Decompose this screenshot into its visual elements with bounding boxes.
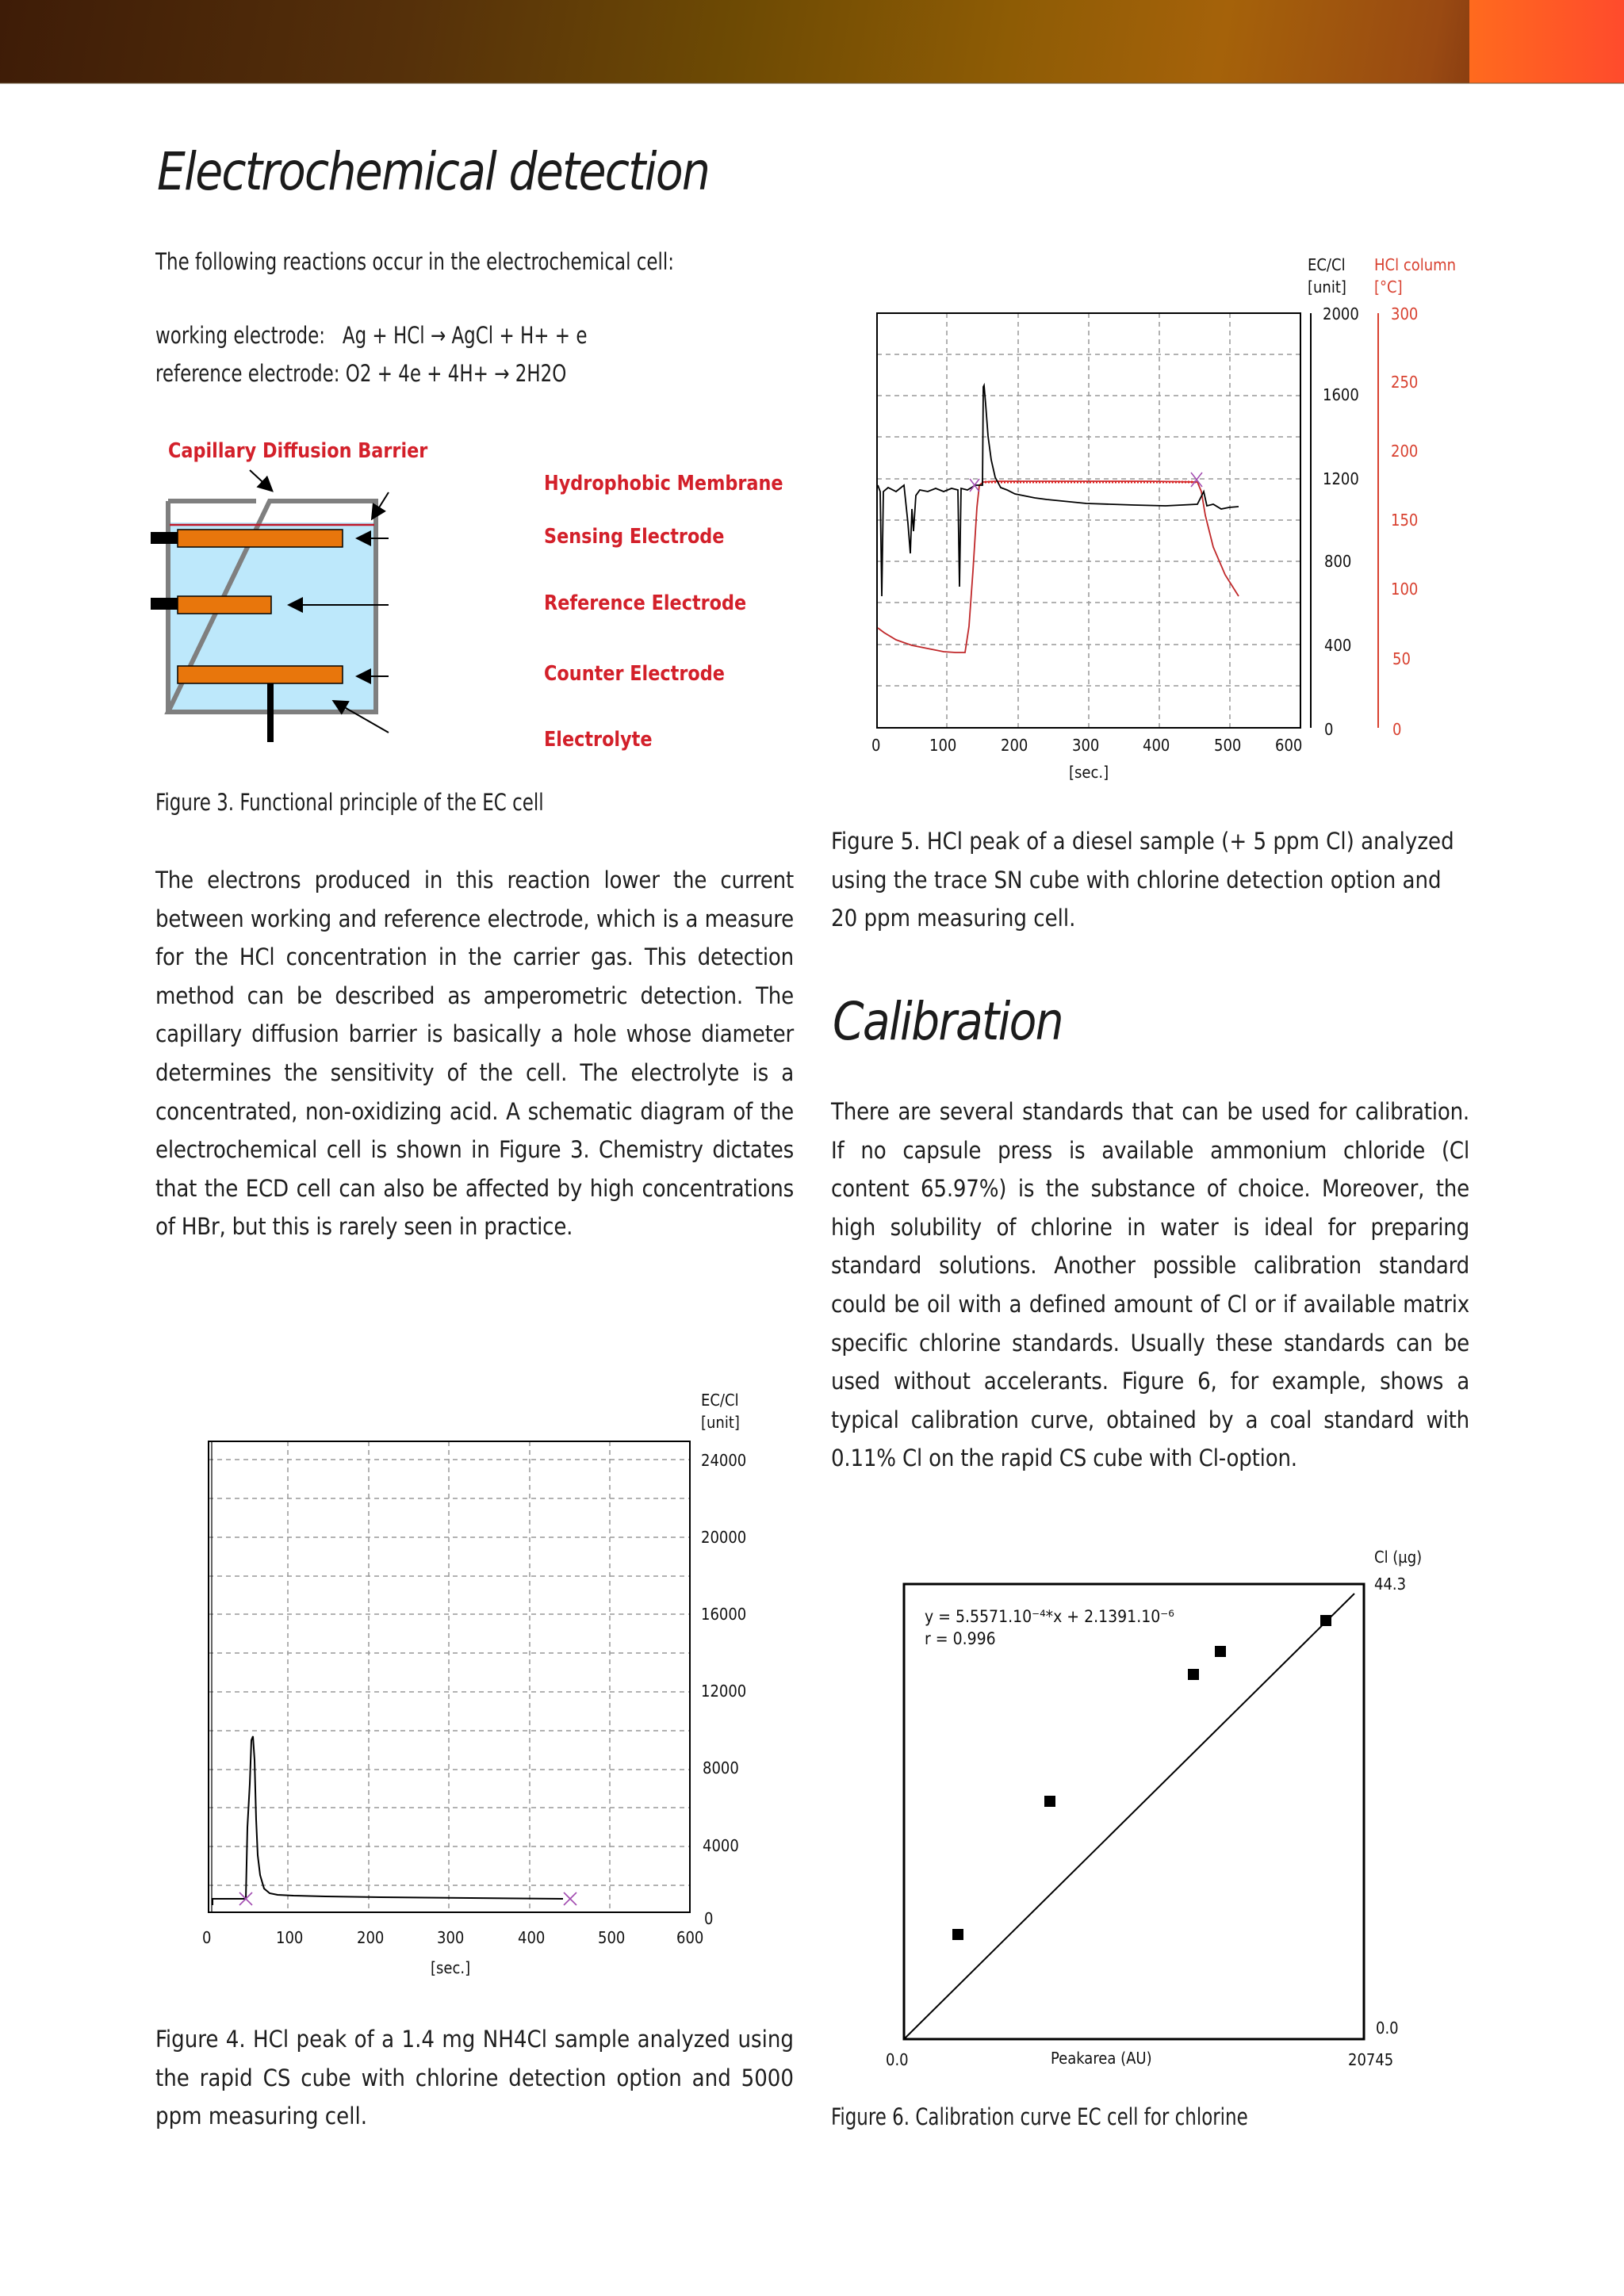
figure5-ytick: 1200 [1323, 469, 1359, 488]
reaction-reference-electrode [155, 360, 566, 387]
label-counter-electrode: Counter Electrode [544, 662, 725, 686]
figure4-chart [198, 1380, 785, 1982]
figure5-ytick: 0 [1324, 720, 1334, 739]
reaction-working-electrode [155, 322, 587, 349]
figure6-equation: y = 5.5571.10⁻⁴*x + 2.1391.10⁻⁶ [925, 1607, 1174, 1626]
figure5-y2tick: 250 [1391, 373, 1419, 392]
figure4-plot [198, 1380, 785, 1982]
figure4-ytick: 8000 [703, 1758, 739, 1777]
figure5-caption: Figure 5. HCl peak of a diesel sample (+ 5 ppm Cl) analyzed using the trace SN cube with chlorine detection option and 20 ppm measuring cell. [831, 828, 1454, 932]
figure5-xtick: 400 [1143, 736, 1170, 755]
reference-lead [151, 598, 178, 610]
section1-paragraph: The electrons produced in this reaction lower the current between working and reference electrode, which is a measure for the HCl concentration in the carrier gas. This detection method can be described as amperometric detection. The capillary diffusion barrier is basically a hole whose diameter determines the sensitivity of the cell. The electrolyte is a concentrated, non-oxidizing acid. A schematic diagram of the electrochemical cell is shown in Figure 3. Chemistry dictates that the ECD cell can also be affected by high concentrations of HBr, but this is rarely seen in practice. [155, 867, 794, 1241]
figure6-xtick-max: 20745 [1348, 2050, 1394, 2069]
figure5-ytick: 800 [1324, 552, 1352, 571]
barrier-arrow [250, 470, 271, 490]
figure4-xtick: 500 [598, 1928, 626, 1947]
figure3-caption: Figure 3. Functional principle of the EC cell [155, 789, 544, 816]
figure5-ylabel-right: HCl column [°C] [1374, 255, 1457, 297]
figure4-xlabel: [sec.] [431, 1958, 471, 1977]
label-hydrophobic-membrane: Hydrophobic Membrane [544, 472, 783, 496]
reference-electrode [178, 596, 271, 614]
label-reference-electrode: Reference Electrode [544, 591, 747, 615]
section2-paragraph: There are several standards that can be used for calibration. If no capsule press is available ammonium chloride (Cl content 65.97%) is the substance of choice. Moreover, the high solubility of chlorine in water is ideal for preparing standard solutions. Another possible calibration standard could be oil with a defined amount of Cl or if available matrix specific chlorine standards. Usually these standards can be used without accelerants. Figure 6, for example, shows a typical calibration curve, obtained by a coal standard with 0.11% Cl on the rapid CS cube with Cl-option. [831, 1098, 1469, 1472]
figure5-y2tick: 150 [1391, 511, 1419, 530]
figure5-series-temperature [878, 481, 1239, 652]
figure6-ytick-max: 44.3 [1374, 1575, 1407, 1594]
header-accent-block [1469, 0, 1624, 83]
figure6-caption: Figure 6. Calibration curve EC cell for chlorine [831, 2103, 1248, 2130]
figure6-ytick-min: 0.0 [1376, 2019, 1399, 2038]
figure5-xtick: 600 [1275, 736, 1303, 755]
figure5-right-axis [1377, 313, 1387, 728]
counter-lead [267, 683, 274, 742]
reactions-intro: The following reactions occur in the electrochemical cell: [155, 248, 675, 275]
sensing-electrode [178, 530, 343, 547]
reaction-label: working electrode: [155, 322, 325, 349]
figure6-data-points [952, 1615, 1331, 1940]
figure5-series-ec-cl [878, 385, 1239, 596]
figure5-xtick: 200 [1001, 736, 1028, 755]
figure4-series-ec-cl [213, 1736, 563, 1905]
figure5-xtick: 0 [871, 736, 881, 755]
header-banner [0, 0, 1624, 83]
figure5-y2tick: 50 [1392, 649, 1411, 668]
figure4-ytick: 16000 [701, 1605, 747, 1624]
reaction-label: reference electrode: [155, 360, 340, 387]
label-capillary-diffusion-barrier: Capillary Diffusion Barrier [168, 439, 428, 463]
figure6-xlabel: Peakarea (AU) [1051, 2049, 1152, 2068]
figure5-y2tick: 0 [1392, 720, 1402, 739]
figure5-grid [877, 313, 1300, 728]
figure4-ytick: 12000 [701, 1682, 747, 1701]
label-sensing-electrode: Sensing Electrode [544, 525, 725, 549]
figure6-xtick-min: 0.0 [886, 2050, 909, 2069]
section-title-calibration: Calibration [833, 991, 1063, 1052]
figure4-ytick: 24000 [701, 1451, 747, 1470]
figure4-ylabel: EC/Cl [unit] [701, 1391, 740, 1432]
figure4-xtick: 300 [437, 1928, 465, 1947]
figure5-ytick: 2000 [1323, 304, 1359, 323]
figure5-y2tick: 200 [1391, 442, 1419, 461]
figure4-ytick: 0 [704, 1909, 714, 1928]
figure5-y2tick: 100 [1391, 580, 1419, 599]
figure4-ytick: 20000 [701, 1528, 747, 1547]
figure5-xlabel: [sec.] [1069, 763, 1109, 782]
figure4-xtick: 600 [676, 1928, 704, 1947]
figure6-ylabel: Cl (µg) [1374, 1548, 1423, 1567]
figure5-y2tick: 300 [1391, 304, 1419, 323]
sensing-lead [151, 532, 178, 544]
figure4-xtick: 200 [357, 1928, 385, 1947]
figure4-grid [209, 1441, 690, 1912]
figure6-fit-line [904, 1594, 1354, 2039]
figure5-left-axis [1310, 313, 1320, 728]
figure5-ylabel-left: EC/Cl [unit] [1308, 255, 1346, 297]
counter-electrode [178, 666, 343, 683]
figure5-xtick: 300 [1072, 736, 1100, 755]
figure5-plot [864, 301, 1324, 745]
figure4-caption: Figure 4. HCl peak of a 1.4 mg NH4Cl sample analyzed using the rapid CS cube with chlorine detection option and 5000 ppm measuring cell. [155, 2026, 794, 2130]
figure5-chart [864, 301, 1324, 745]
reaction-equation: Ag + HCl → AgCl + H+ + e [342, 322, 588, 349]
figure5-ytick: 400 [1324, 636, 1352, 655]
label-electrolyte: Electrolyte [544, 728, 653, 752]
figure4-xtick: 100 [276, 1928, 304, 1947]
section-title-electrochemical-detection: Electrochemical detection [157, 141, 710, 202]
figure5-ytick: 1600 [1323, 385, 1359, 404]
figure5-xtick: 500 [1214, 736, 1242, 755]
figure4-xtick: 0 [202, 1928, 212, 1947]
figure6-r-value: r = 0.996 [925, 1629, 996, 1648]
figure4-ytick: 4000 [703, 1836, 739, 1855]
reaction-equation: O2 + 4e + 4H+ → 2H2O [345, 360, 567, 387]
figure4-xtick: 400 [518, 1928, 546, 1947]
figure5-xtick: 100 [929, 736, 957, 755]
header-divider [0, 82, 1624, 84]
